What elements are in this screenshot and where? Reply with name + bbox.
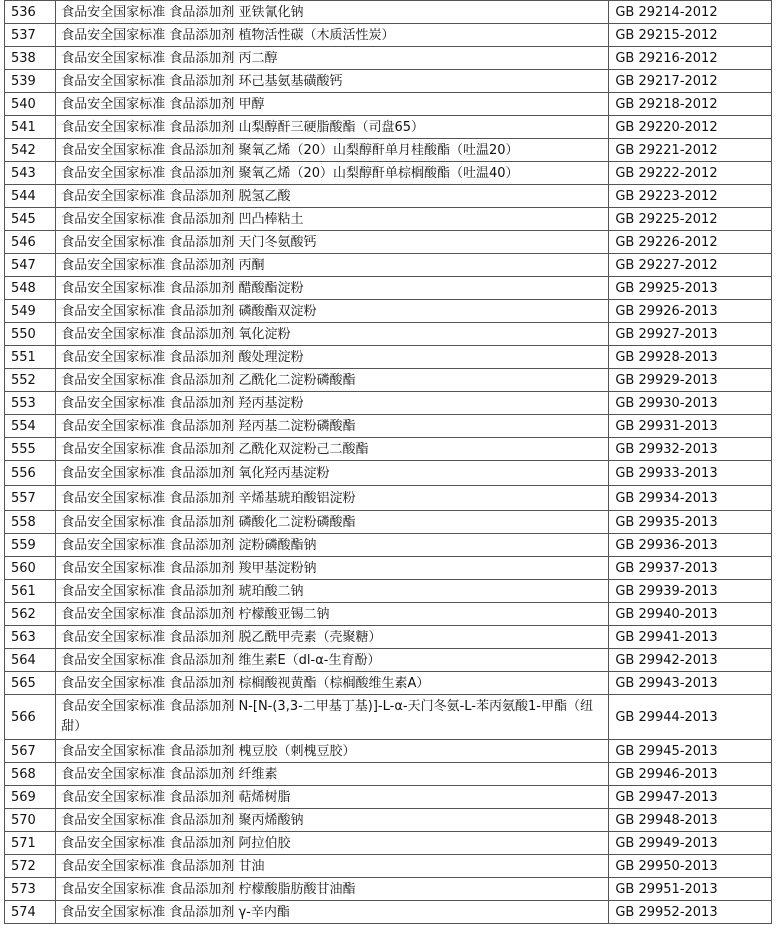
table-row (5, 47, 772, 70)
standard-name-cell: 食品安全国家标准 食品添加剂 纤维素 (56, 763, 609, 786)
standard-name-cell: 食品安全国家标准 食品添加剂 维生素E（dl-α-生育酚） (56, 649, 609, 672)
table-row (5, 415, 772, 438)
row-number-cell: 570 (5, 809, 56, 832)
row-number-cell: 542 (5, 139, 56, 162)
row-number-cell: 547 (5, 254, 56, 277)
row-number-cell: 563 (5, 626, 56, 649)
row-number-cell: 550 (5, 323, 56, 346)
standard-name-cell: 食品安全国家标准 食品添加剂 植物活性碳（木质活性炭） (56, 24, 609, 47)
standard-name-cell: 食品安全国家标准 食品添加剂 醋酸酯淀粉 (56, 277, 609, 300)
row-number-cell: 558 (5, 511, 56, 534)
standard-code-cell: GB 29220-2012 (609, 116, 772, 139)
standard-name-cell: 食品安全国家标准 食品添加剂 槐豆胶（刺槐豆胶） (56, 740, 609, 763)
standard-name-cell: 食品安全国家标准 食品添加剂 酸处理淀粉 (56, 346, 609, 369)
standard-code-cell: GB 29939-2013 (609, 580, 772, 603)
standard-code-cell: GB 29952-2013 (609, 901, 772, 924)
row-number-cell: 554 (5, 415, 56, 438)
standard-code-cell: GB 29937-2013 (609, 557, 772, 580)
standard-code-cell: GB 29214-2012 (609, 1, 772, 24)
standard-name-cell: 食品安全国家标准 食品添加剂 氧化淀粉 (56, 323, 609, 346)
standard-code-cell: GB 29225-2012 (609, 208, 772, 231)
standard-name-cell: 食品安全国家标准 食品添加剂 聚氧乙烯（20）山梨醇酐单月桂酸酯（吐温20） (56, 139, 609, 162)
table-row (5, 24, 772, 47)
standard-code-cell: GB 29222-2012 (609, 162, 772, 185)
standard-code-cell: GB 29931-2013 (609, 415, 772, 438)
table-row (5, 763, 772, 786)
standard-code-cell: GB 29951-2013 (609, 878, 772, 901)
table-row (5, 254, 772, 277)
standard-code-cell: GB 29948-2013 (609, 809, 772, 832)
standard-code-cell: GB 29221-2012 (609, 139, 772, 162)
table-row (5, 369, 772, 392)
row-number-cell: 567 (5, 740, 56, 763)
table-row (5, 116, 772, 139)
table-row (5, 878, 772, 901)
table-row (5, 855, 772, 878)
table-row (5, 185, 772, 208)
table-row (5, 208, 772, 231)
standard-code-cell: GB 29218-2012 (609, 93, 772, 116)
standard-code-cell: GB 29941-2013 (609, 626, 772, 649)
standard-code-cell: GB 29932-2013 (609, 438, 772, 461)
table-row (5, 534, 772, 557)
standard-code-cell: GB 29933-2013 (609, 461, 772, 486)
standard-name-cell: 食品安全国家标准 食品添加剂 乙酰化二淀粉磷酸酯 (56, 369, 609, 392)
standard-code-cell: GB 29925-2013 (609, 277, 772, 300)
standard-code-cell: GB 29943-2013 (609, 672, 772, 695)
standard-code-cell: GB 29940-2013 (609, 603, 772, 626)
row-number-cell: 561 (5, 580, 56, 603)
row-number-cell: 552 (5, 369, 56, 392)
standard-name-cell: 食品安全国家标准 食品添加剂 棕榈酸视黄酯（棕榈酸维生素A） (56, 672, 609, 695)
table-row (5, 832, 772, 855)
standard-code-cell: GB 29927-2013 (609, 323, 772, 346)
table-row (5, 277, 772, 300)
standard-code-cell: GB 29942-2013 (609, 649, 772, 672)
standard-name-cell: 食品安全国家标准 食品添加剂 天门冬氨酸钙 (56, 231, 609, 254)
row-number-cell: 555 (5, 438, 56, 461)
table-row (5, 809, 772, 832)
standard-code-cell: GB 29944-2013 (609, 695, 772, 740)
table-row (5, 93, 772, 116)
standard-name-cell: 食品安全国家标准 食品添加剂 乙酰化双淀粉己二酸酯 (56, 438, 609, 461)
row-number-cell: 569 (5, 786, 56, 809)
standard-code-cell: GB 29945-2013 (609, 740, 772, 763)
table-row (5, 740, 772, 763)
standard-code-cell: GB 29934-2013 (609, 486, 772, 511)
standard-name-cell: 食品安全国家标准 食品添加剂 甘油 (56, 855, 609, 878)
row-number-cell: 568 (5, 763, 56, 786)
row-number-cell: 574 (5, 901, 56, 924)
table-row (5, 438, 772, 461)
row-number-cell: 562 (5, 603, 56, 626)
standard-name-cell: 食品安全国家标准 食品添加剂 淀粉磷酸酯钠 (56, 534, 609, 557)
table-row (5, 580, 772, 603)
standard-name-cell: 食品安全国家标准 食品添加剂 甲醇 (56, 93, 609, 116)
row-number-cell: 541 (5, 116, 56, 139)
standard-name-cell: 食品安全国家标准 食品添加剂 丙二醇 (56, 47, 609, 70)
standard-name-cell: 食品安全国家标准 食品添加剂 磷酸化二淀粉磷酸酯 (56, 511, 609, 534)
standard-name-cell: 食品安全国家标准 食品添加剂 山梨醇酐三硬脂酸酯（司盘65） (56, 116, 609, 139)
standard-name-cell: 食品安全国家标准 食品添加剂 环己基氨基磺酸钙 (56, 70, 609, 93)
row-number-cell: 553 (5, 392, 56, 415)
standard-name-cell: 食品安全国家标准 食品添加剂 辛烯基琥珀酸铝淀粉 (56, 486, 609, 511)
standard-code-cell: GB 29217-2012 (609, 70, 772, 93)
row-number-cell: 571 (5, 832, 56, 855)
table-row (5, 1, 772, 24)
table-row (5, 511, 772, 534)
standard-name-cell: 食品安全国家标准 食品添加剂 丙酮 (56, 254, 609, 277)
standards-table-body (5, 1, 772, 924)
standard-code-cell: GB 29946-2013 (609, 763, 772, 786)
standard-code-cell: GB 29216-2012 (609, 47, 772, 70)
standard-code-cell: GB 29223-2012 (609, 185, 772, 208)
standard-code-cell: GB 29215-2012 (609, 24, 772, 47)
standard-name-cell: 食品安全国家标准 食品添加剂 琥珀酸二钠 (56, 580, 609, 603)
table-row (5, 603, 772, 626)
standard-code-cell: GB 29950-2013 (609, 855, 772, 878)
table-row (5, 695, 772, 740)
table-row (5, 392, 772, 415)
row-number-cell: 539 (5, 70, 56, 93)
row-number-cell: 572 (5, 855, 56, 878)
table-row (5, 461, 772, 486)
standard-code-cell: GB 29936-2013 (609, 534, 772, 557)
standard-name-cell: 食品安全国家标准 食品添加剂 γ-辛内酯 (56, 901, 609, 924)
standard-name-cell: 食品安全国家标准 食品添加剂 羟丙基淀粉 (56, 392, 609, 415)
row-number-cell: 549 (5, 300, 56, 323)
row-number-cell: 565 (5, 672, 56, 695)
standard-code-cell: GB 29947-2013 (609, 786, 772, 809)
table-row (5, 323, 772, 346)
table-row (5, 346, 772, 369)
row-number-cell: 537 (5, 24, 56, 47)
row-number-cell: 548 (5, 277, 56, 300)
standard-name-cell: 食品安全国家标准 食品添加剂 阿拉伯胶 (56, 832, 609, 855)
row-number-cell: 540 (5, 93, 56, 116)
standard-code-cell: GB 29929-2013 (609, 369, 772, 392)
table-row (5, 231, 772, 254)
standard-name-cell: 食品安全国家标准 食品添加剂 聚氧乙烯（20）山梨醇酐单棕榈酸酯（吐温40） (56, 162, 609, 185)
table-row (5, 486, 772, 511)
standard-code-cell: GB 29935-2013 (609, 511, 772, 534)
row-number-cell: 544 (5, 185, 56, 208)
table-row (5, 300, 772, 323)
row-number-cell: 566 (5, 695, 56, 740)
standard-name-cell: 食品安全国家标准 食品添加剂 磷酸酯双淀粉 (56, 300, 609, 323)
standard-code-cell: GB 29926-2013 (609, 300, 772, 323)
standard-name-cell: 食品安全国家标准 食品添加剂 氧化羟丙基淀粉 (56, 461, 609, 486)
table-row (5, 162, 772, 185)
table-row (5, 70, 772, 93)
row-number-cell: 538 (5, 47, 56, 70)
row-number-cell: 543 (5, 162, 56, 185)
table-row (5, 626, 772, 649)
standard-code-cell: GB 29226-2012 (609, 231, 772, 254)
row-number-cell: 545 (5, 208, 56, 231)
standard-code-cell: GB 29227-2012 (609, 254, 772, 277)
row-number-cell: 564 (5, 649, 56, 672)
row-number-cell: 536 (5, 1, 56, 24)
standard-name-cell: 食品安全国家标准 食品添加剂 亚铁氰化钠 (56, 1, 609, 24)
standard-name-cell: 食品安全国家标准 食品添加剂 羧甲基淀粉钠 (56, 557, 609, 580)
row-number-cell: 560 (5, 557, 56, 580)
table-row (5, 786, 772, 809)
row-number-cell: 546 (5, 231, 56, 254)
row-number-cell: 559 (5, 534, 56, 557)
standard-name-cell: 食品安全国家标准 食品添加剂 萜烯树脂 (56, 786, 609, 809)
standard-code-cell: GB 29949-2013 (609, 832, 772, 855)
standard-name-cell: 食品安全国家标准 食品添加剂 柠檬酸脂肪酸甘油酯 (56, 878, 609, 901)
row-number-cell: 551 (5, 346, 56, 369)
row-number-cell: 573 (5, 878, 56, 901)
row-number-cell: 556 (5, 461, 56, 486)
table-row (5, 649, 772, 672)
standard-name-cell: 食品安全国家标准 食品添加剂 N-[N-(3,3-二甲基丁基)]-L-α-天门冬氨-L-苯丙氨酸1-甲酯（纽甜） (56, 695, 609, 740)
table-row (5, 139, 772, 162)
standard-name-cell: 食品安全国家标准 食品添加剂 凹凸棒粘土 (56, 208, 609, 231)
standard-code-cell: GB 29930-2013 (609, 392, 772, 415)
standard-name-cell: 食品安全国家标准 食品添加剂 脱氢乙酸 (56, 185, 609, 208)
table-row (5, 672, 772, 695)
standard-name-cell: 食品安全国家标准 食品添加剂 脱乙酰甲壳素（壳聚糖） (56, 626, 609, 649)
table-row (5, 557, 772, 580)
row-number-cell: 557 (5, 486, 56, 511)
standard-code-cell: GB 29928-2013 (609, 346, 772, 369)
standard-name-cell: 食品安全国家标准 食品添加剂 柠檬酸亚锡二钠 (56, 603, 609, 626)
table-row (5, 901, 772, 924)
standard-name-cell: 食品安全国家标准 食品添加剂 聚丙烯酸钠 (56, 809, 609, 832)
standards-table (4, 0, 772, 924)
standard-name-cell: 食品安全国家标准 食品添加剂 羟丙基二淀粉磷酸酯 (56, 415, 609, 438)
